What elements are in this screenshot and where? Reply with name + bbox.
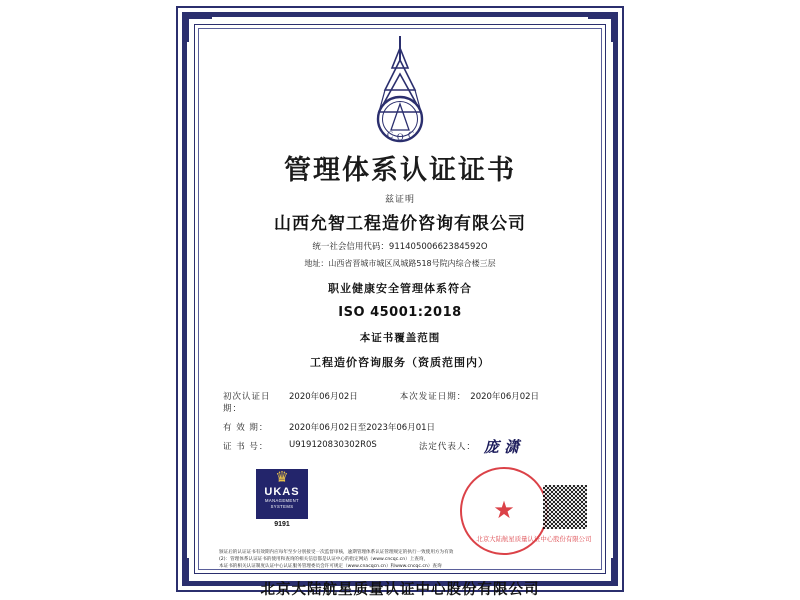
official-red-seal bbox=[460, 467, 592, 555]
certificate-content bbox=[205, 34, 595, 598]
company-address: 地址：山西省晋城市城区凤城路518号院内综合楼三层 bbox=[304, 259, 496, 268]
svg-text:C: C bbox=[408, 130, 415, 140]
detail-value: 2020年06月02日 bbox=[289, 392, 358, 402]
ukas-number: 9191 bbox=[274, 521, 290, 528]
ukas-subline-2: SYSTEMS bbox=[270, 504, 294, 509]
seal-outer-text: 北京大陆航星质量认证中心股份有限公司 bbox=[476, 535, 592, 544]
svg-text:Q: Q bbox=[397, 132, 404, 142]
scope-label: 本证书覆盖范围 bbox=[359, 332, 441, 344]
company-name: 山西允智工程造价咨询有限公司 bbox=[274, 214, 526, 234]
logo-area bbox=[205, 34, 595, 146]
credit-code: 统一社会信用代码：91140500662384592O bbox=[312, 242, 488, 252]
certify-label: 兹证明 bbox=[384, 195, 415, 205]
fine-print-line: 颁证后的认证证书有效期内应每年至少分别接受一次监督审核，逾期管理体系认证管理规定的执行一致使用方为有效 bbox=[219, 550, 454, 555]
detail-row bbox=[223, 440, 577, 461]
detail-right-label: 本次发证日期： bbox=[399, 392, 467, 402]
issuing-body: 北京大陆航星质量认证中心股份有限公司 bbox=[260, 582, 540, 598]
scheme-statement: 职业健康安全管理体系符合 bbox=[328, 282, 472, 295]
page-title: 管理体系认证证书 bbox=[284, 155, 516, 186]
svg-text:C: C bbox=[387, 130, 394, 140]
star-icon: ★ bbox=[493, 497, 515, 524]
fine-print-line: 本证书的相关认证制度认证中心认证服务管理委员会许可规定（www.cnacqcn.cn）和www.cncqc.cn）查询 bbox=[219, 564, 442, 569]
fine-print-line: (2)：管理体系认证证书的使用和查询的相关信息都是认证中心的指定网站（www.cncqc.cn）上查询， bbox=[219, 557, 429, 562]
ukas-name: UKAS bbox=[264, 486, 300, 498]
ukas-box bbox=[256, 469, 308, 519]
detail-right-value: 2020年06月02日 bbox=[470, 392, 540, 402]
qr-code-icon bbox=[543, 485, 587, 529]
detail-value: U919120830302R0S bbox=[289, 440, 377, 450]
standard-name: ISO 45001:2018 bbox=[338, 305, 462, 320]
detail-label: 有 效 期： bbox=[223, 423, 269, 433]
legal-representative-signature: 庞 潇 bbox=[483, 438, 520, 456]
detail-row bbox=[223, 390, 577, 414]
crown-icon: ♛ bbox=[275, 469, 289, 486]
detail-right-label: 法定代表人： bbox=[418, 442, 476, 452]
ukas-accreditation-mark bbox=[253, 469, 311, 528]
details-block bbox=[205, 390, 595, 461]
seals-area bbox=[205, 469, 595, 547]
ukas-subline-1: MANAGEMENT bbox=[264, 498, 299, 503]
detail-row bbox=[223, 421, 577, 433]
detail-label: 证 书 号： bbox=[223, 442, 269, 452]
scope-value: 工程造价咨询服务（资质范围内） bbox=[310, 356, 490, 369]
cqc-logo-icon bbox=[335, 34, 465, 144]
detail-value: 2020年06月02日至2023年06月01日 bbox=[289, 423, 436, 433]
detail-label: 初次认证日期： bbox=[223, 392, 271, 414]
